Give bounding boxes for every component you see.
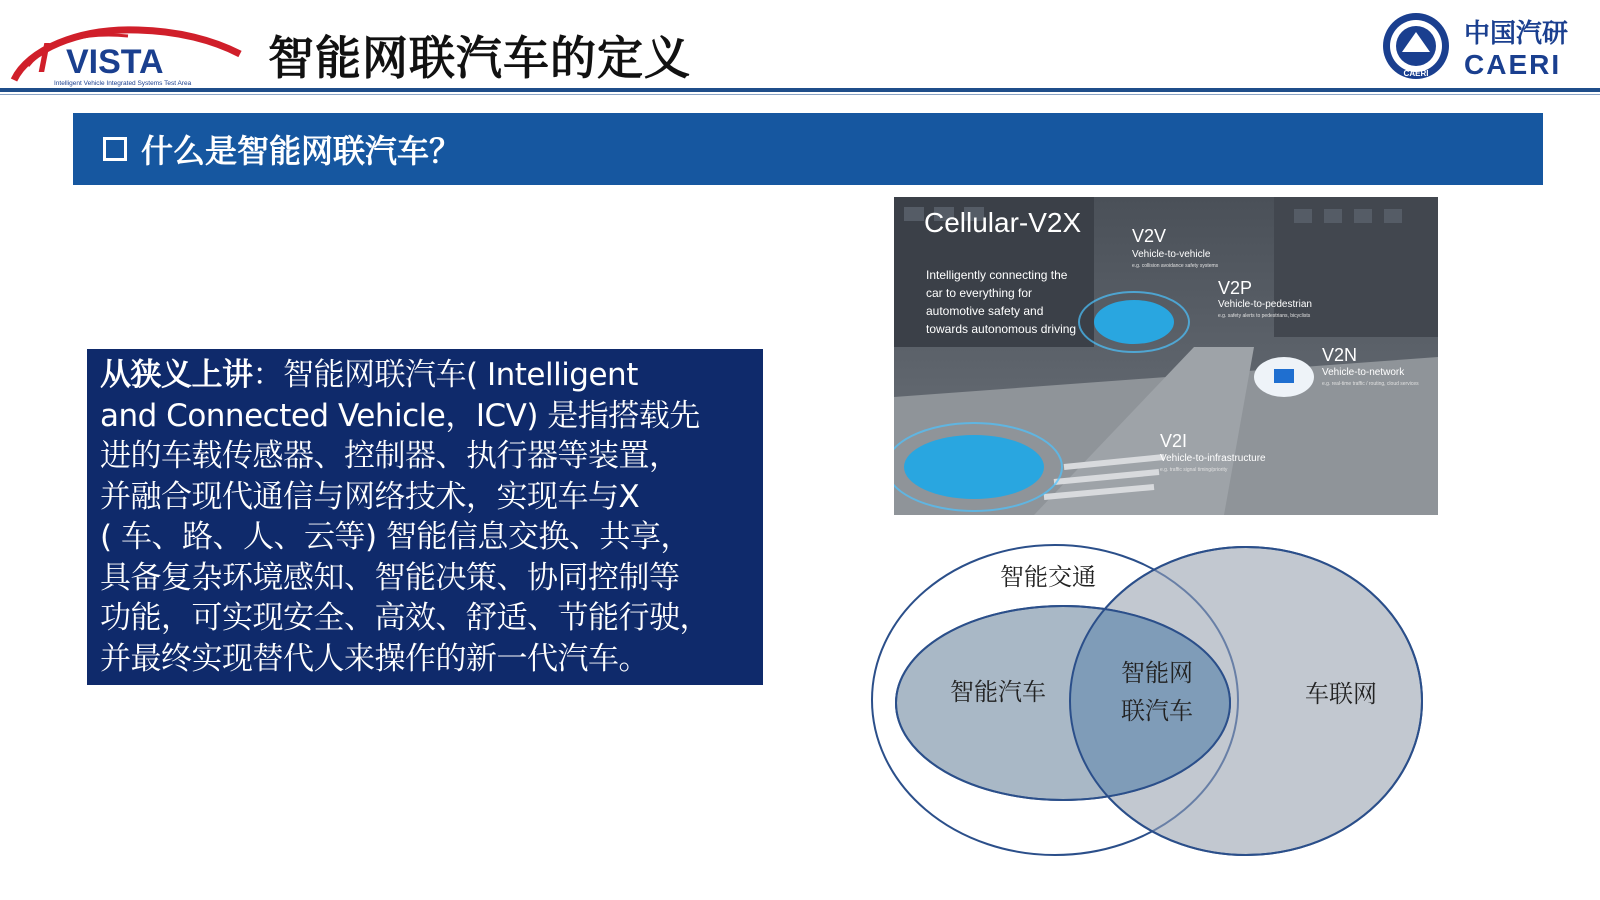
page-title: 智能网联汽车的定义 <box>268 31 691 85</box>
venn-label-right: 车联网 <box>1305 680 1377 708</box>
svg-text:V2N: V2N <box>1322 345 1358 365</box>
svg-text:Vehicle-to-pedestrian: Vehicle-to-pedestrian <box>1218 299 1312 310</box>
header-rule-thin <box>0 94 1600 95</box>
definition-line-7: 功能，可实现安全、高效、舒适、节能行驶， <box>100 600 710 636</box>
svg-text:V2P: V2P <box>1218 278 1253 298</box>
header-rule <box>0 88 1600 92</box>
svg-text:car to everything for: car to everything for <box>926 286 1033 300</box>
svg-text:CAERI: CAERI <box>1403 69 1429 78</box>
svg-text:VISTA: VISTA <box>66 43 164 81</box>
definition-line-5: ( 车、路、人、云等) 智能信息交换、共享， <box>100 519 691 555</box>
svg-text:V2V: V2V <box>1132 226 1167 246</box>
svg-text:Vehicle-to-infrastructure: Vehicle-to-infrastructure <box>1160 453 1266 464</box>
svg-text:Cellular-V2X: Cellular-V2X <box>924 207 1082 238</box>
venn-label-center-1: 智能网 <box>1121 659 1193 687</box>
definition-text-box <box>87 349 763 685</box>
svg-text:Intelligently connecting the: Intelligently connecting the <box>926 268 1068 282</box>
svg-text:Vehicle-to-vehicle: Vehicle-to-vehicle <box>1132 249 1211 260</box>
venn-label-outer: 智能交通 <box>1000 563 1096 591</box>
definition-line-2: and Connected Vehicle，ICV) 是指搭载先 <box>100 397 700 434</box>
svg-text:automotive safety and: automotive safety and <box>926 304 1044 318</box>
venn-label-left: 智能汽车 <box>950 678 1046 706</box>
svg-text:e.g. collision avoidance safet: e.g. collision avoidance safety systems <box>1132 263 1219 269</box>
section-heading-band <box>73 113 1543 185</box>
svg-text:e.g. safety alerts to pedestri: e.g. safety alerts to pedestrians, bicyclists <box>1218 313 1311 319</box>
svg-text:towards autonomous driving: towards autonomous driving <box>926 322 1077 336</box>
vista-logo <box>8 10 248 90</box>
svg-text:V2I: V2I <box>1160 431 1188 451</box>
svg-text:i: i <box>38 37 50 81</box>
cellular-v2x-image <box>894 197 1438 515</box>
caeri-logo <box>1380 10 1590 82</box>
svg-text:e.g. real-time traffic / routi: e.g. real-time traffic / routing, cloud services <box>1322 381 1419 387</box>
definition-line-8: 并最终实现替代人来操作的新一代汽车。 <box>100 640 649 677</box>
svg-text:中国汽研: 中国汽研 <box>1464 19 1569 49</box>
venn-diagram <box>870 540 1460 875</box>
definition-line-4: 并融合现代通信与网络技术，实现车与X <box>100 478 640 515</box>
definition-line-3: 进的车载传感器、控制器、执行器等装置， <box>100 438 680 474</box>
svg-text:e.g. traffic signal timing/pri: e.g. traffic signal timing/priority <box>1160 467 1228 473</box>
definition-line-1: 从狭义上讲：智能网联汽车( Intelligent <box>100 357 638 393</box>
definition-lead: 从狭义上讲 <box>100 357 253 393</box>
svg-text:CAERI: CAERI <box>1464 49 1562 80</box>
venn-label-center-2: 联汽车 <box>1121 697 1193 725</box>
section-heading: 什么是智能网联汽车？ <box>141 132 462 170</box>
svg-text:Vehicle-to-network: Vehicle-to-network <box>1322 367 1405 378</box>
definition-line-6: 具备复杂环境感知、智能决策、协同控制等 <box>100 559 680 596</box>
checkbox-bullet-icon <box>103 137 127 161</box>
svg-text:Intelligent Vehicle Integrated: Intelligent Vehicle Integrated Systems Test Area <box>54 80 192 87</box>
